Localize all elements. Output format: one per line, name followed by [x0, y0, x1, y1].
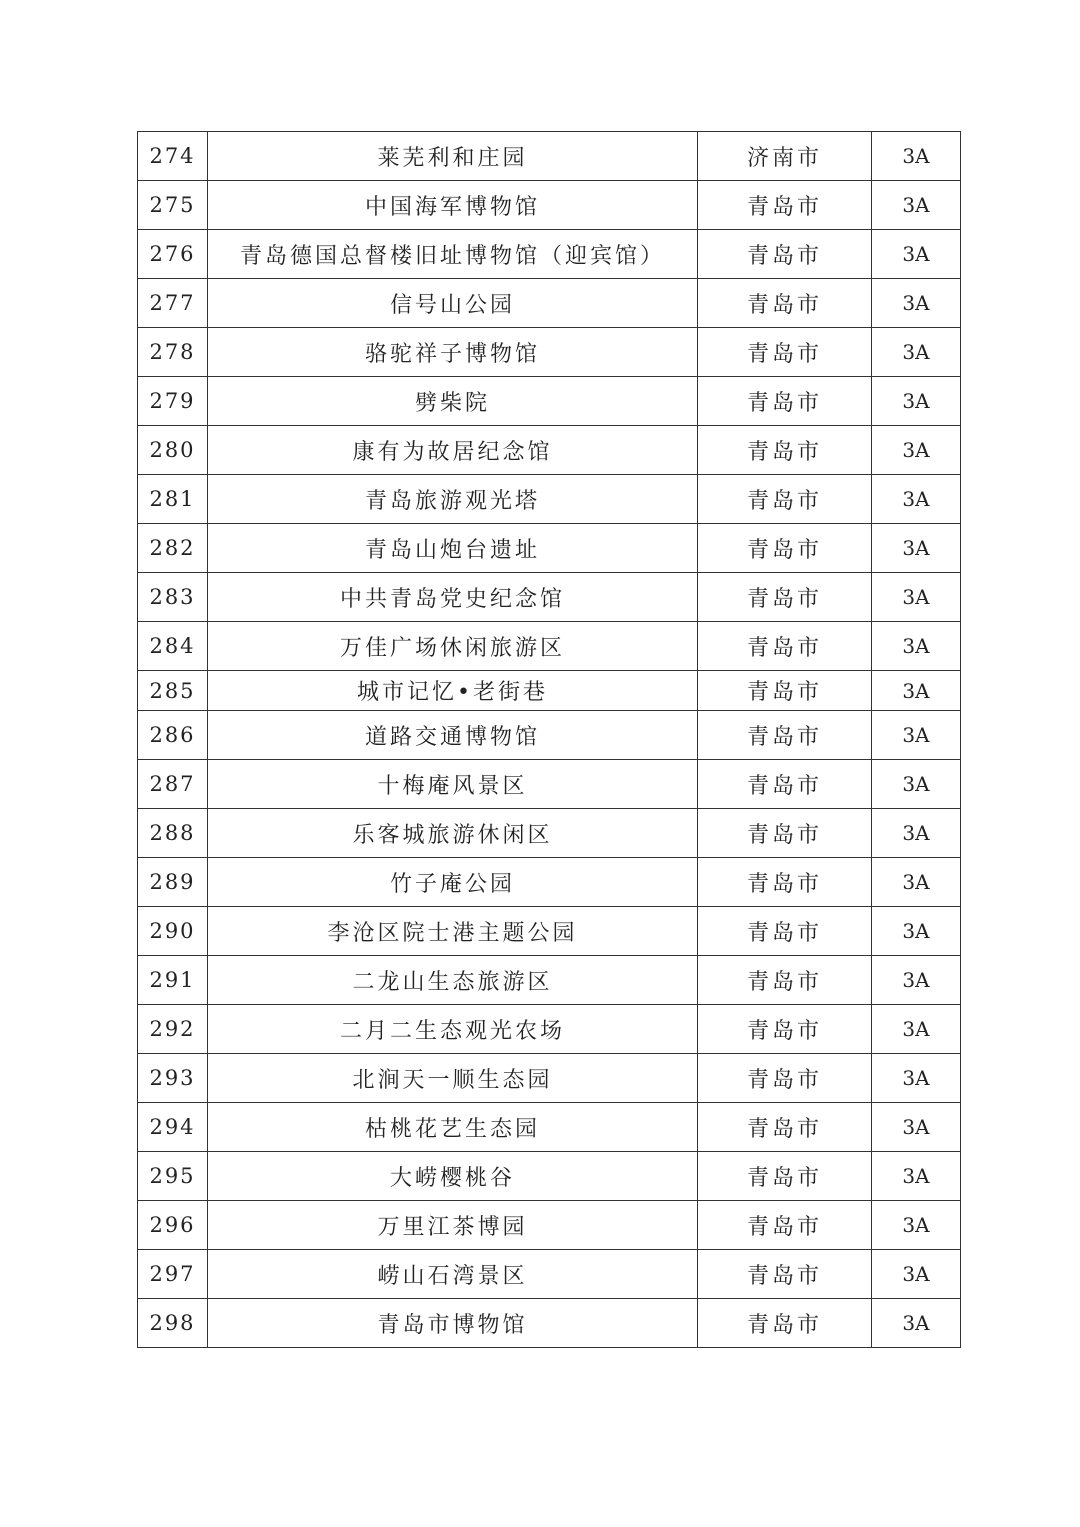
city-name: 青岛市	[698, 760, 872, 809]
site-name: 崂山石湾景区	[208, 1250, 698, 1299]
site-level: 3A	[872, 1250, 961, 1299]
city-name: 青岛市	[698, 377, 872, 426]
site-level: 3A	[872, 760, 961, 809]
scenic-sites-table	[137, 131, 961, 1348]
site-name: 二月二生态观光农场	[208, 1005, 698, 1054]
site-name: 十梅庵风景区	[208, 760, 698, 809]
site-name: 乐客城旅游休闲区	[208, 809, 698, 858]
row-number: 275	[138, 181, 208, 230]
site-level: 3A	[872, 671, 961, 711]
table-row	[138, 809, 961, 858]
site-level: 3A	[872, 1201, 961, 1250]
city-name: 青岛市	[698, 524, 872, 573]
row-number: 298	[138, 1299, 208, 1348]
site-name: 北涧天一顺生态园	[208, 1054, 698, 1103]
row-number: 290	[138, 907, 208, 956]
table-row	[138, 760, 961, 809]
row-number: 286	[138, 711, 208, 760]
table-row	[138, 475, 961, 524]
site-name: 劈柴院	[208, 377, 698, 426]
city-name: 青岛市	[698, 573, 872, 622]
site-level: 3A	[872, 573, 961, 622]
site-level: 3A	[872, 711, 961, 760]
site-level: 3A	[872, 622, 961, 671]
row-number: 288	[138, 809, 208, 858]
row-number: 277	[138, 279, 208, 328]
city-name: 青岛市	[698, 809, 872, 858]
site-level: 3A	[872, 1054, 961, 1103]
table-row	[138, 1250, 961, 1299]
city-name: 青岛市	[698, 279, 872, 328]
table-row	[138, 279, 961, 328]
table-row	[138, 1201, 961, 1250]
city-name: 青岛市	[698, 1005, 872, 1054]
site-level: 3A	[872, 524, 961, 573]
site-level: 3A	[872, 377, 961, 426]
table-row	[138, 858, 961, 907]
table-row	[138, 524, 961, 573]
city-name: 青岛市	[698, 671, 872, 711]
table-row	[138, 671, 961, 711]
site-name: 青岛市博物馆	[208, 1299, 698, 1348]
site-level: 3A	[872, 809, 961, 858]
site-level: 3A	[872, 858, 961, 907]
site-level: 3A	[872, 132, 961, 181]
site-name: 康有为故居纪念馆	[208, 426, 698, 475]
row-number: 293	[138, 1054, 208, 1103]
row-number: 296	[138, 1201, 208, 1250]
table-row	[138, 1103, 961, 1152]
city-name: 青岛市	[698, 426, 872, 475]
row-number: 276	[138, 230, 208, 279]
city-name: 青岛市	[698, 328, 872, 377]
row-number: 294	[138, 1103, 208, 1152]
table-row	[138, 1054, 961, 1103]
row-number: 281	[138, 475, 208, 524]
site-level: 3A	[872, 956, 961, 1005]
site-level: 3A	[872, 230, 961, 279]
site-level: 3A	[872, 279, 961, 328]
row-number: 282	[138, 524, 208, 573]
row-number: 280	[138, 426, 208, 475]
city-name: 青岛市	[698, 1103, 872, 1152]
city-name: 青岛市	[698, 858, 872, 907]
table-row	[138, 377, 961, 426]
site-level: 3A	[872, 426, 961, 475]
site-name: 万佳广场休闲旅游区	[208, 622, 698, 671]
row-number: 278	[138, 328, 208, 377]
table-row	[138, 573, 961, 622]
city-name: 青岛市	[698, 1054, 872, 1103]
row-number: 279	[138, 377, 208, 426]
row-number: 284	[138, 622, 208, 671]
city-name: 济南市	[698, 132, 872, 181]
row-number: 285	[138, 671, 208, 711]
table-row	[138, 328, 961, 377]
site-level: 3A	[872, 1005, 961, 1054]
row-number: 283	[138, 573, 208, 622]
site-name: 枯桃花艺生态园	[208, 1103, 698, 1152]
site-name: 青岛旅游观光塔	[208, 475, 698, 524]
site-name: 莱芜利和庄园	[208, 132, 698, 181]
table-row	[138, 1005, 961, 1054]
site-name: 青岛山炮台遗址	[208, 524, 698, 573]
site-level: 3A	[872, 1103, 961, 1152]
table-row	[138, 711, 961, 760]
site-level: 3A	[872, 328, 961, 377]
site-level: 3A	[872, 907, 961, 956]
site-name: 中共青岛党史纪念馆	[208, 573, 698, 622]
site-name: 李沧区院士港主题公园	[208, 907, 698, 956]
row-number: 287	[138, 760, 208, 809]
city-name: 青岛市	[698, 1201, 872, 1250]
table-row	[138, 181, 961, 230]
city-name: 青岛市	[698, 907, 872, 956]
site-name: 青岛德国总督楼旧址博物馆（迎宾馆）	[208, 230, 698, 279]
table-body	[138, 132, 961, 1348]
table-row	[138, 426, 961, 475]
site-name: 中国海军博物馆	[208, 181, 698, 230]
city-name: 青岛市	[698, 1152, 872, 1201]
city-name: 青岛市	[698, 230, 872, 279]
city-name: 青岛市	[698, 1299, 872, 1348]
table-row	[138, 1299, 961, 1348]
site-name: 道路交通博物馆	[208, 711, 698, 760]
city-name: 青岛市	[698, 181, 872, 230]
city-name: 青岛市	[698, 622, 872, 671]
table-row	[138, 132, 961, 181]
row-number: 291	[138, 956, 208, 1005]
row-number: 292	[138, 1005, 208, 1054]
table-row	[138, 230, 961, 279]
site-name: 大崂樱桃谷	[208, 1152, 698, 1201]
table-row	[138, 956, 961, 1005]
site-level: 3A	[872, 1152, 961, 1201]
site-name: 万里江茶博园	[208, 1201, 698, 1250]
city-name: 青岛市	[698, 711, 872, 760]
site-name: 二龙山生态旅游区	[208, 956, 698, 1005]
table-row	[138, 1152, 961, 1201]
site-name: 城市记忆•老街巷	[208, 671, 698, 711]
table-row	[138, 907, 961, 956]
city-name: 青岛市	[698, 956, 872, 1005]
city-name: 青岛市	[698, 475, 872, 524]
site-level: 3A	[872, 181, 961, 230]
city-name: 青岛市	[698, 1250, 872, 1299]
site-level: 3A	[872, 475, 961, 524]
site-name: 竹子庵公园	[208, 858, 698, 907]
row-number: 289	[138, 858, 208, 907]
site-level: 3A	[872, 1299, 961, 1348]
row-number: 274	[138, 132, 208, 181]
row-number: 295	[138, 1152, 208, 1201]
table-row	[138, 622, 961, 671]
site-name: 骆驼祥子博物馆	[208, 328, 698, 377]
row-number: 297	[138, 1250, 208, 1299]
site-name: 信号山公园	[208, 279, 698, 328]
